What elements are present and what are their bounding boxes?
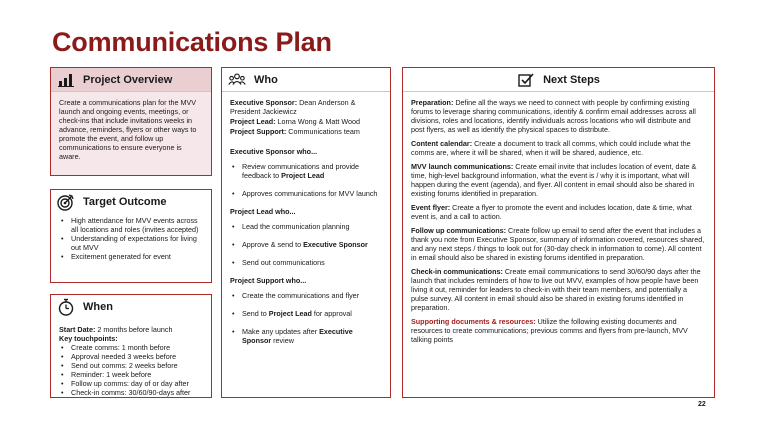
page-title: Communications Plan bbox=[52, 27, 332, 57]
list-item: • Follow up comms: day of or day after bbox=[59, 379, 203, 388]
list-item: • Review communications and provide feedback to Project Lead bbox=[230, 162, 382, 180]
lead-heading: Project Lead who... bbox=[230, 207, 296, 216]
when-card bbox=[50, 294, 212, 398]
list-item: • Check-in comms: 30/60/90-days after bbox=[59, 388, 203, 397]
list-item: • Excitement generated for event bbox=[59, 252, 203, 261]
next-step-item: Event flyer: Create a flyer to promote the event and includes location, date & time, what event is, and a call to action. bbox=[411, 203, 692, 221]
when-title: When bbox=[83, 301, 113, 313]
list-item: • Understanding of expectations for living out MVV bbox=[59, 234, 203, 252]
project-support-line bbox=[230, 127, 382, 136]
people-icon bbox=[228, 71, 246, 89]
checkbox-icon bbox=[517, 71, 535, 89]
lead-label: Project Lead: bbox=[230, 117, 276, 126]
list-item: • High attendance for MVV events across all locations and roles (invites accepted) bbox=[59, 216, 203, 234]
project-overview-header bbox=[51, 68, 211, 92]
list-item: • Approval needed 3 weeks before bbox=[59, 352, 203, 361]
list-item: • Make any updates after Executive Sponsor review bbox=[230, 327, 382, 345]
sponsor-label: Executive Sponsor: bbox=[230, 98, 298, 107]
target-outcome-list bbox=[59, 216, 203, 261]
touchpoints-label: Key touchpoints: bbox=[59, 334, 118, 343]
support-label: Project Support: bbox=[230, 127, 287, 136]
list-item: • Send out comms: 2 weeks before bbox=[59, 361, 203, 370]
next-step-item: Follow up communications: Create follow up email to send after the event that includes a thank you note from Executive Sponsor, summary of information covered, resources shared, and any next steps / things to look out for (30-day check in information to come). All content in email should also be shared in existing forums identified in preparation. bbox=[411, 226, 705, 262]
next-step-item: MVV launch communications: Create email invite that includes location of event, date & time, high-level background information, what the event is / why it is important, what will happen during the event (agenda), and flyer. All content in email should also be shared in existing forums identified in preparation. bbox=[411, 162, 697, 198]
lead-list bbox=[230, 222, 382, 267]
when-header bbox=[51, 295, 211, 319]
next-steps-title: Next Steps bbox=[543, 73, 600, 86]
sponsor-value: Dean Anderson & President Jackiewicz bbox=[230, 98, 356, 116]
next-step-item: Content calendar: Create a document to track all comms, which could include what the comms are, where it will be shared, when it will be shared, audience, etc. bbox=[411, 139, 691, 157]
who-title: Who bbox=[254, 73, 278, 86]
target-outcome-card bbox=[50, 189, 212, 283]
list-item: • Create comms: 1 month before bbox=[59, 343, 203, 352]
executive-sponsor-line bbox=[230, 98, 382, 116]
who-card bbox=[221, 67, 391, 398]
page-number: 22 bbox=[698, 401, 706, 408]
sponsor-heading: Executive Sponsor who... bbox=[230, 147, 318, 156]
support-value: Communications team bbox=[286, 127, 360, 136]
project-lead-line bbox=[230, 117, 382, 126]
target-icon bbox=[57, 193, 75, 211]
start-date-label: Start Date: bbox=[59, 325, 96, 334]
start-date bbox=[59, 325, 203, 334]
touchpoints-list bbox=[59, 343, 203, 397]
list-item: • Approve & send to Executive Sponsor bbox=[230, 240, 382, 249]
project-overview-title: Project Overview bbox=[83, 73, 173, 86]
next-step-item: Supporting documents & resources: Utilize the following existing documents and resources to create communications; previous comms and flyers from pre-launch, MVV talking points bbox=[411, 317, 688, 344]
list-item: • Send to Project Lead for approval bbox=[230, 309, 382, 318]
sponsor-list bbox=[230, 162, 382, 198]
next-step-item: Check-in communications: Create email communications to send 30/60/90 days after the launch that includes reminders of how to live out MVV, examples of how people have been living it out, reminder for leaders to check-in with their team members, and potentially a pulse survey. All content in email should also be shared in existing forums identified in preparation. bbox=[411, 267, 701, 312]
next-step-item: Preparation: Define all the ways we need to connect with people by confirming existing forums to leverage sharing communications, identify & confirm email addresses across all divisions, roles and locations, identify individuals across locations who will distribute and post flyers, as well as identify the physical spaces to distribute. bbox=[411, 98, 696, 134]
stopwatch-icon bbox=[57, 298, 75, 316]
bar-chart-icon bbox=[57, 71, 75, 89]
start-date-value: 2 months before launch bbox=[95, 325, 173, 334]
project-overview-card bbox=[50, 67, 212, 176]
list-item: • Lead the communication planning bbox=[230, 222, 382, 231]
list-item: • Send out communications bbox=[230, 258, 382, 267]
who-header bbox=[222, 68, 390, 92]
lead-value: Lorna Wong & Matt Wood bbox=[275, 117, 360, 126]
list-item: • Approves communications for MVV launch bbox=[230, 189, 382, 198]
list-item: • Reminder: 1 week before bbox=[59, 370, 203, 379]
list-item: • Create the communications and flyer bbox=[230, 291, 382, 300]
support-heading: Project Support who... bbox=[230, 276, 307, 285]
target-outcome-header bbox=[51, 190, 211, 214]
next-steps-header bbox=[403, 68, 714, 92]
target-outcome-title: Target Outcome bbox=[83, 196, 167, 208]
project-overview-text: Create a communications plan for the MVV launch and ongoing events, meetings, or check-ins that include invitations weeks in advance, reminders, flyers or other ways to promote the event, and follow up communications to ensure everyone is aware. bbox=[51, 92, 211, 175]
next-steps-card bbox=[402, 67, 715, 398]
support-list bbox=[230, 291, 382, 345]
